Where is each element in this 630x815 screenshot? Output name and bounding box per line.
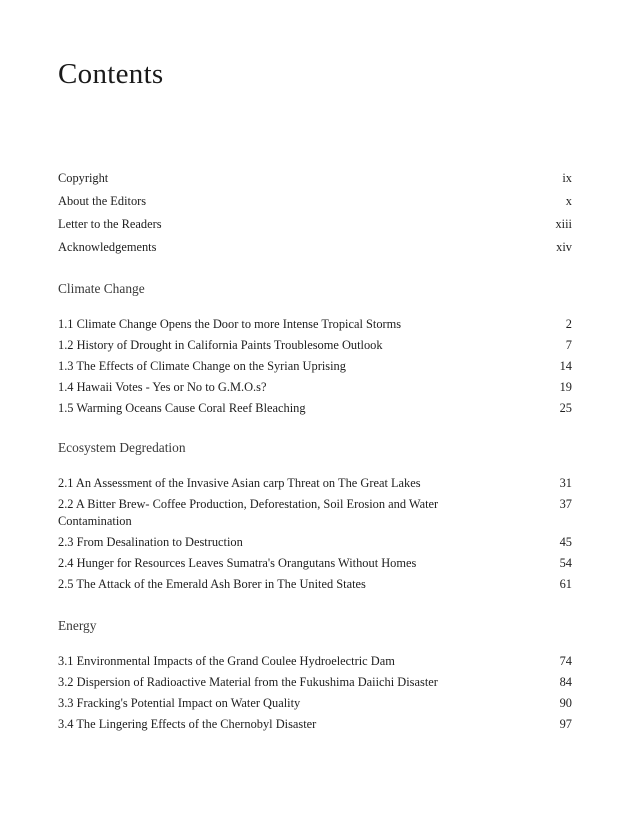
toc-entry-label: 1.3 The Effects of Climate Change on the Syrian Uprising [58, 359, 346, 373]
toc-entry[interactable] [58, 534, 572, 551]
toc-entry[interactable] [58, 695, 572, 712]
toc-entry-page: 37 [559, 497, 572, 511]
toc-entry[interactable] [58, 316, 572, 333]
toc-entry-label: About the Editors [58, 194, 147, 208]
toc-entry[interactable] [58, 216, 572, 239]
toc-entry-label: 2.3 From Desalination to Destruction [58, 535, 243, 549]
toc-entry-label: 3.2 Dispersion of Radioactive Material from the Fukushima Daiichi Disaster [58, 675, 438, 689]
section-title: Energy [58, 618, 97, 633]
toc-entry-page: ix [562, 171, 572, 185]
toc-entry-page: 19 [559, 380, 572, 394]
toc-entry-page: 97 [559, 717, 572, 731]
toc-entry[interactable] [58, 358, 572, 375]
toc-entry[interactable] [58, 337, 572, 354]
toc-entry-label: 1.1 Climate Change Opens the Door to more Intense Tropical Storms [58, 317, 402, 331]
toc-entry[interactable] [58, 674, 572, 691]
toc-entry-label: 3.1 Environmental Impacts of the Grand Coulee Hydroelectric Dam [58, 654, 395, 668]
toc-entry[interactable] [58, 379, 572, 396]
toc-entry[interactable] [58, 653, 572, 670]
toc-entry-page: x [565, 194, 572, 208]
toc-entry[interactable] [58, 716, 572, 733]
toc-entry-page: 2 [565, 317, 572, 331]
toc-entry-page: xiii [555, 217, 572, 231]
toc-entry[interactable] [58, 400, 572, 417]
toc-entry[interactable] [58, 496, 572, 530]
toc-entry-page: 45 [559, 535, 572, 549]
toc-entry-label: Copyright [58, 171, 109, 185]
toc-entry-page: 90 [559, 696, 572, 710]
toc-entry-page: 84 [559, 675, 572, 689]
toc-entry[interactable] [58, 170, 572, 193]
toc-entry[interactable] [58, 193, 572, 216]
toc-entry-label: 1.5 Warming Oceans Cause Coral Reef Bleaching [58, 401, 306, 415]
toc-entry-label: 2.1 An Assessment of the Invasive Asian carp Threat on The Great Lakes [58, 476, 421, 490]
toc-entry-page: 31 [559, 476, 572, 490]
toc-entry[interactable] [58, 576, 572, 593]
section-title: Climate Change [58, 281, 145, 296]
section-ecosystem-degredation [58, 439, 572, 597]
toc-entry-label: 2.4 Hunger for Resources Leaves Sumatra's Orangutans Without Homes [58, 556, 417, 570]
toc-entry-page: 74 [559, 654, 572, 668]
contents-page [58, 0, 572, 815]
toc-entry-label: 2.2 A Bitter Brew- Coffee Production, Deforestation, Soil Erosion and Water Contamination [58, 497, 439, 528]
toc-entry-label: Letter to the Readers [58, 217, 162, 231]
toc-entry[interactable] [58, 475, 572, 492]
toc-entry-label: Acknowledgements [58, 240, 157, 254]
section-title: Ecosystem Degredation [58, 440, 186, 455]
front-matter-list [58, 170, 572, 262]
toc-entry-page: 54 [559, 556, 572, 570]
toc-entry-label: 2.5 The Attack of the Emerald Ash Borer in The United States [58, 577, 366, 591]
toc-entry[interactable] [58, 239, 572, 262]
section-energy [58, 617, 572, 737]
toc-entry-page: 61 [559, 577, 572, 591]
toc-entry[interactable] [58, 555, 572, 572]
toc-entry-label: 1.4 Hawaii Votes - Yes or No to G.M.O.s? [58, 380, 267, 394]
toc-entry-page: 7 [565, 338, 572, 352]
toc-entry-label: 3.3 Fracking's Potential Impact on Water Quality [58, 696, 301, 710]
toc-entry-label: 3.4 The Lingering Effects of the Chernobyl Disaster [58, 717, 317, 731]
section-climate-change [58, 280, 572, 421]
toc-entry-page: 14 [559, 359, 572, 373]
page-title: Contents [58, 58, 164, 90]
toc-entry-label: 1.2 History of Drought in California Paints Troublesome Outlook [58, 338, 383, 352]
toc-entry-page: 25 [559, 401, 572, 415]
toc-entry-page: xiv [556, 240, 572, 254]
